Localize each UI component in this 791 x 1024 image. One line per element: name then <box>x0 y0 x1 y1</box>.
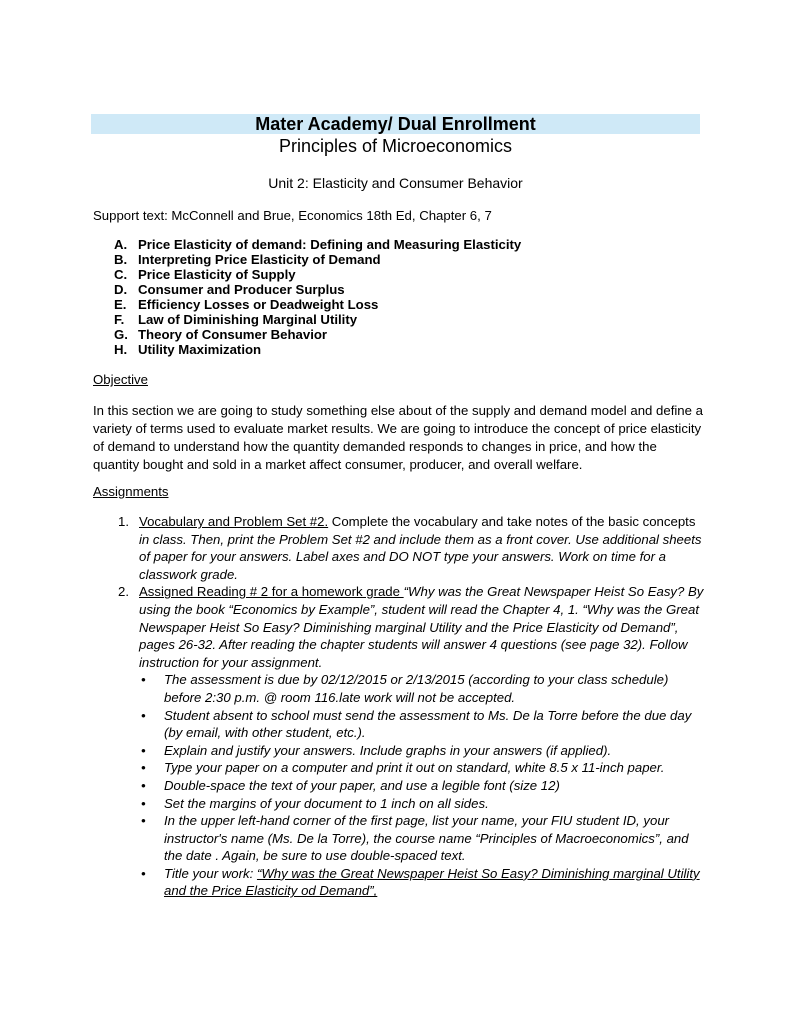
topic-letter: E. <box>114 297 127 312</box>
assignment-list <box>118 513 708 900</box>
assignment-number: 2. <box>118 584 129 600</box>
topic-item <box>114 297 521 312</box>
assignment-title: Vocabulary and Problem Set #2. <box>139 514 329 529</box>
requirement-item <box>139 707 708 742</box>
assignment-instructions: in class. Then, print the Problem Set #2 and include them as a front cover. Use additional sheets of paper for your answers. Label axes and DO NOT type your answers. Work on time for a classwork grade. <box>139 531 702 582</box>
topic-text: Theory of Consumer Behavior <box>138 327 328 342</box>
bullet-icon: • <box>141 742 146 758</box>
requirement-item <box>139 812 708 865</box>
assignment-title: Assigned Reading # 2 for a homework grade <box>139 584 404 600</box>
topic-text: Utility Maximization <box>138 342 262 357</box>
support-text: Support text: McConnell and Brue, Economics 18th Ed, Chapter 6, 7 <box>93 208 492 223</box>
requirement-text: Set the margins of your document to 1 inch on all sides. <box>164 795 489 811</box>
requirement-text: Title your work: <box>164 865 257 881</box>
topic-letter: F. <box>114 312 125 327</box>
topic-item <box>114 312 521 327</box>
topic-item <box>114 342 521 357</box>
topic-letter: A. <box>114 237 128 252</box>
assignment-instructions: “Why was the Great Newspaper Heist So Easy? By using the book “Economics by Example”, student will read the Chapter 4, 1. “Why was the Great Newspaper Heist So Easy? Diminishing marginal Utility and the Price Elasticity od Demand”, pages 26-32. After reading the chapter students will answer 4 questions (see page 32). Follow instruction for your assignment. <box>139 584 704 670</box>
assignment-item <box>118 583 708 900</box>
topic-text: Price Elasticity of demand: Defining and Measuring Elasticity <box>138 237 522 252</box>
requirement-text: Type your paper on a computer and print it out on standard, white 8.5 x 11-inch paper. <box>164 760 665 776</box>
topic-letter: H. <box>114 342 128 357</box>
topic-text: Price Elasticity of Supply <box>138 267 296 282</box>
requirement-text: The assessment is due by 02/12/2015 or 2/13/2015 (according to your class schedule) before 2:30 p.m. @ room 116.late work will not be accepted. <box>164 672 669 705</box>
assignment-item <box>118 513 708 583</box>
requirement-item <box>139 742 708 760</box>
topic-item <box>114 237 521 252</box>
requirement-text: Explain and justify your answers. Include graphs in your answers (if applied). <box>164 742 612 758</box>
unit-heading: Unit 2: Elasticity and Consumer Behavior <box>268 175 523 191</box>
topic-text: Consumer and Producer Surplus <box>138 282 345 297</box>
topic-text: Law of Diminishing Marginal Utility <box>138 312 358 327</box>
assignments-heading: Assignments <box>93 484 169 499</box>
topic-letter: G. <box>114 327 128 342</box>
requirement-item <box>139 795 708 813</box>
assignment-number: 1. <box>118 514 129 529</box>
topic-item <box>114 327 521 342</box>
bullet-icon: • <box>141 672 146 688</box>
requirement-item <box>139 759 708 777</box>
topic-list <box>114 237 521 357</box>
requirement-item <box>139 777 708 795</box>
bullet-icon: • <box>141 760 146 776</box>
page-title: Mater Academy/ Dual Enrollment <box>255 114 536 134</box>
topic-item <box>114 267 521 282</box>
requirement-item <box>139 865 708 900</box>
assignment-text: Complete the vocabulary and take notes of the basic concepts <box>328 514 696 529</box>
bullet-icon: • <box>141 813 146 829</box>
course-subtitle: Principles of Microeconomics <box>278 136 513 156</box>
requirement-list <box>139 671 708 900</box>
bullet-icon: • <box>141 707 146 723</box>
topic-item <box>114 252 521 267</box>
topic-text: Efficiency Losses or Deadweight Loss <box>138 297 379 312</box>
bullet-icon: • <box>141 777 146 793</box>
topic-letter: D. <box>114 282 128 297</box>
objective-heading: Objective <box>93 372 148 387</box>
topic-letter: C. <box>114 267 128 282</box>
requirement-text: In the upper left-hand corner of the first page, list your name, your FIU student ID, your instructor's name (Ms. De la Torre), the course name “Principles of Macroeconomics”, and the date . Again, be sure to use double-spaced text. <box>164 813 689 864</box>
requirement-text: Student absent to school must send the assessment to Ms. De la Torre before the due day (by email, with other student, etc.). <box>164 707 692 741</box>
topic-item <box>114 282 521 297</box>
requirement-item <box>139 671 708 706</box>
bullet-icon: • <box>141 865 146 881</box>
paper-title: “Why was the Great Newspaper Heist So Easy? Diminishing marginal Utility and the Price Elasticity od Demand”, <box>164 865 700 899</box>
objective-paragraph: In this section we are going to study something else about of the supply and demand model and define a variety of terms used to evaluate market results. We are going to introduce the concept of price elasticity of demand to understand how the quantity demanded responds to changes in price, and how the quantity bought and sold in a market affect consumer, producer, and overall welfare. <box>93 403 703 472</box>
requirement-text: Double-space the text of your paper, and use a legible font (size 12) <box>164 777 560 793</box>
topic-letter: B. <box>114 252 128 267</box>
bullet-icon: • <box>141 795 146 811</box>
topic-text: Interpreting Price Elasticity of Demand <box>138 252 381 267</box>
